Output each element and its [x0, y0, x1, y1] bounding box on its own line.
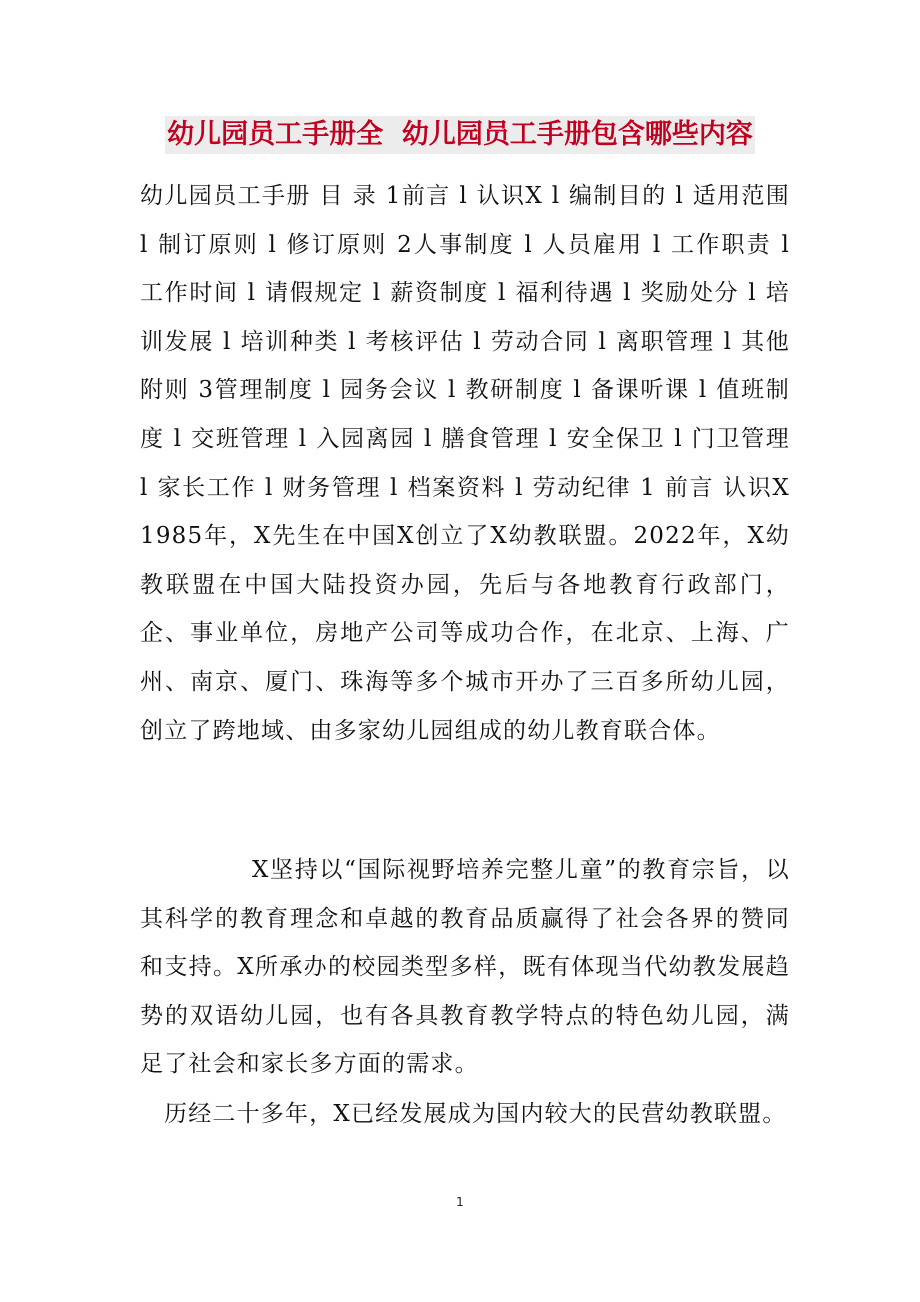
paragraph-education-philosophy: X坚持以“国际视野培养完整儿童”的教育宗旨，以其科学的教育理念和卓越的教育品质赢得了社会各界的赞同和支持。X所承办的校园类型多样，既有体现当代幼教发展趋势的双语幼儿园，也有各具教育教学特点的特色幼儿园，满足了社会和家长多方面的需求。 [140, 857, 790, 1078]
paragraph-contents-and-introduction: 幼儿园员工手册 目 录 1前言 l 认识X l 编制目的 l 适用范围 l 制订原则 l 修订原则 2人事制度 l 人员雇用 l 工作职责 l 工作时间 l 请假规定 l 薪资制度 l 福利待遇 l 奖励处分 l 培训发展 l 培训种类 l 考核评估 l 劳动合同 l 离职管理 l 其他附则 3管理制度 l 园务会议 l 教研制度 l 备课听课 l 值班制度 l 交班管理 l 入园离园 l 膳食管理 l 安全保卫 l 门卫管理 l 家长工作 l 财务管理 l 档案资料 l 劳动纪律 1 前言 认识X 1985年，X先生在中国X创立了X幼教联盟。2022年，X幼教联盟在中国大陆投资办园，先后与各地教育行政部门，企、事业单位，房地产公司等成功合作，在北京、上海、广州、南京、厦门、珠海等多个城市开办了三百多所幼儿园，创立了跨地域、由多家幼儿园组成的幼儿教育联合体。 [140, 183, 790, 744]
document-title: 幼儿园员工手册全 幼儿园员工手册包含哪些内容 [165, 116, 755, 154]
page-number: 1 [456, 1195, 464, 1209]
title-container [0, 116, 920, 154]
paragraph-development-summary: 历经二十多年，X已经发展成为国内较大的民营幼教联盟。 [164, 1101, 787, 1127]
